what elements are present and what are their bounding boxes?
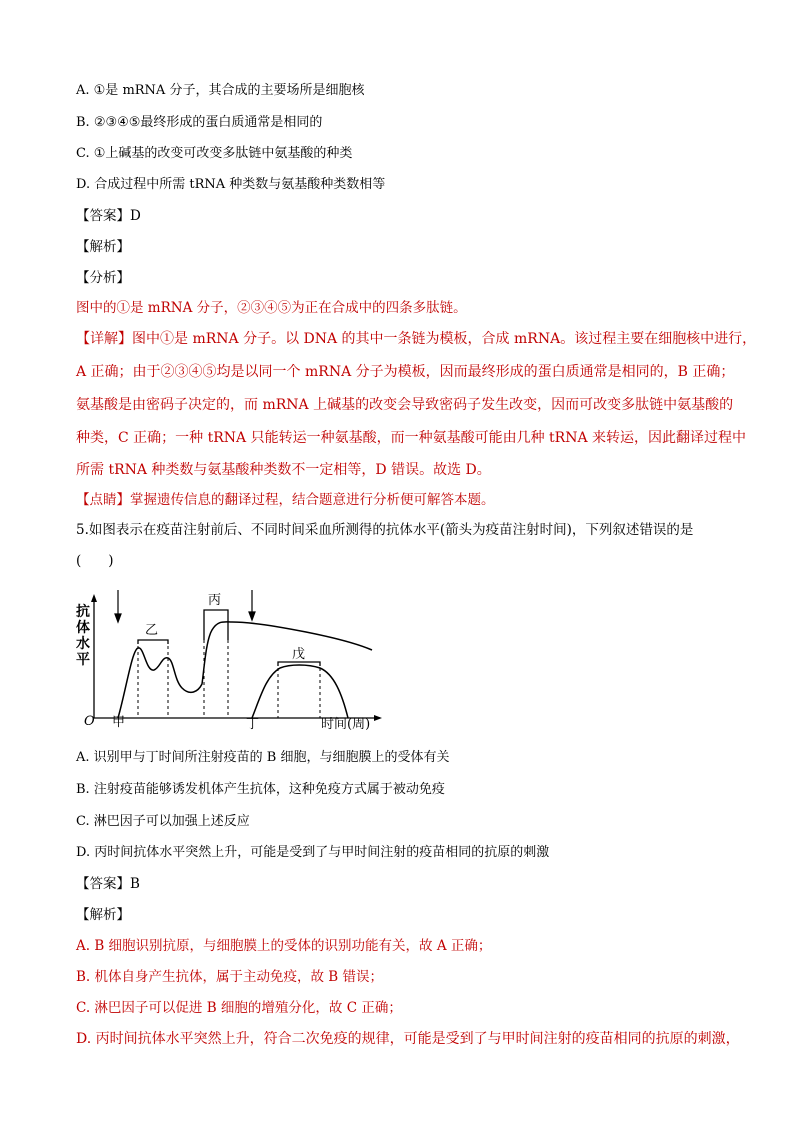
q4-dianjing: 【点睛】掌握遗传信息的翻译过程，结合题意进行分析便可解答本题。 xyxy=(76,492,495,508)
q4-detail-line-4: 种类，C 正确；一种 tRNA 只能转运一种氨基酸，而一种氨基酸可能由几种 tRNA 来转运，因此翻译过程中 xyxy=(76,430,747,446)
bracket-yi xyxy=(138,640,168,644)
injection-arrow-ding-head xyxy=(249,612,255,620)
x-label-ding: 丁 xyxy=(246,717,260,730)
q5-analysis-line-d: D. 丙时间抗体水平突然上升，符合二次免疫的规律，可能是受到了与甲时间注射的疫苗相同的抗原的刺激， xyxy=(76,1031,740,1047)
q5-analysis-line-b: B. 机体自身产生抗体，属于主动免疫，故 B 错误； xyxy=(76,969,384,985)
q4-option-a: A. ①是 mRNA 分子，其合成的主要场所是细胞核 xyxy=(76,83,365,98)
q4-option-b: B. ②③④⑤最终形成的蛋白质通常是相同的 xyxy=(76,115,323,130)
x-label-jia: 甲 xyxy=(112,715,126,730)
antibody-curve-ding xyxy=(252,665,348,718)
ylabel-char-4: 平 xyxy=(76,652,90,668)
q5-analysis-head: 【解析】 xyxy=(76,907,130,923)
x-axis-title: 时间(周) xyxy=(321,717,371,730)
q5-option-c: C. 淋巴因子可以加强上述反应 xyxy=(76,814,250,829)
q5-option-d: D. 丙时间抗体水平突然上升，可能是受到了与甲时间注射的疫苗相同的抗原的刺激 xyxy=(76,845,550,860)
q5-option-b: B. 注射疫苗能够诱发机体产生抗体，这种免疫方式属于被动免疫 xyxy=(76,782,445,797)
q5-option-a: A. 识别甲与丁时间所注射疫苗的 B 细胞，与细胞膜上的受体有关 xyxy=(76,750,450,765)
q4-answer: 【答案】D xyxy=(76,208,141,224)
label-yi: 乙 xyxy=(145,623,159,638)
q4-detail-line-5: 所需 tRNA 种类数与氨基酸种类数不一定相等，D 错误。故选 D。 xyxy=(76,462,491,478)
q4-detail-line-1: 【详解】图中①是 mRNA 分子。以 DNA 的其中一条链为模板，合成 mRNA。该过程主要在细胞核中进行， xyxy=(76,331,757,347)
injection-arrow-jia-head xyxy=(115,614,121,622)
q4-detail-line-2: A 正确；由于②③④⑤均是以同一个 mRNA 分子为模板，因而最终形成的蛋白质通常是相同的，B 正确； xyxy=(76,364,735,380)
q5-stem-line-1: 5.如图表示在疫苗注射前后、不同时间采血所测得的抗体水平(箭头为疫苗注射时间)，下列叙述错误的是 xyxy=(76,522,694,538)
label-wu: 戊 xyxy=(292,647,306,662)
q5-analysis-line-c: C. 淋巴因子可以促进 B 细胞的增殖分化，故 C 正确； xyxy=(76,1000,402,1016)
ylabel-char-1: 抗 xyxy=(76,604,90,620)
ylabel-char-2: 体 xyxy=(76,620,90,636)
ylabel-char-3: 水 xyxy=(76,636,90,652)
q4-option-c: C. ①上碱基的改变可改变多肽链中氨基酸的种类 xyxy=(76,146,353,161)
q4-detail-line-3: 氨基酸是由密码子决定的，而 mRNA 上碱基的改变会导致密码子发生改变，因而可改变多肽链中氨基酸的 xyxy=(76,397,734,413)
q5-analysis-line-a: A. B 细胞识别抗原，与细胞膜上的受体的识别功能有关，故 A 正确； xyxy=(76,938,492,954)
y-axis-arrow xyxy=(91,594,97,602)
q5-stem-line-2: ( ) xyxy=(76,553,114,569)
q4-fenxi-text: 图中的①是 mRNA 分子，②③④⑤为正在合成中的四条多肽链。 xyxy=(76,300,467,316)
q4-analysis-head: 【解析】 xyxy=(76,239,130,255)
q5-answer: 【答案】B xyxy=(76,876,140,892)
q4-option-d: D. 合成过程中所需 tRNA 种类数与氨基酸种类数相等 xyxy=(76,177,386,192)
q4-fenxi-head: 【分析】 xyxy=(76,270,130,286)
antibody-level-figure xyxy=(76,580,396,730)
x-axis-arrow xyxy=(374,715,382,721)
label-bing: 丙 xyxy=(208,593,222,608)
origin-label: O xyxy=(84,714,95,729)
